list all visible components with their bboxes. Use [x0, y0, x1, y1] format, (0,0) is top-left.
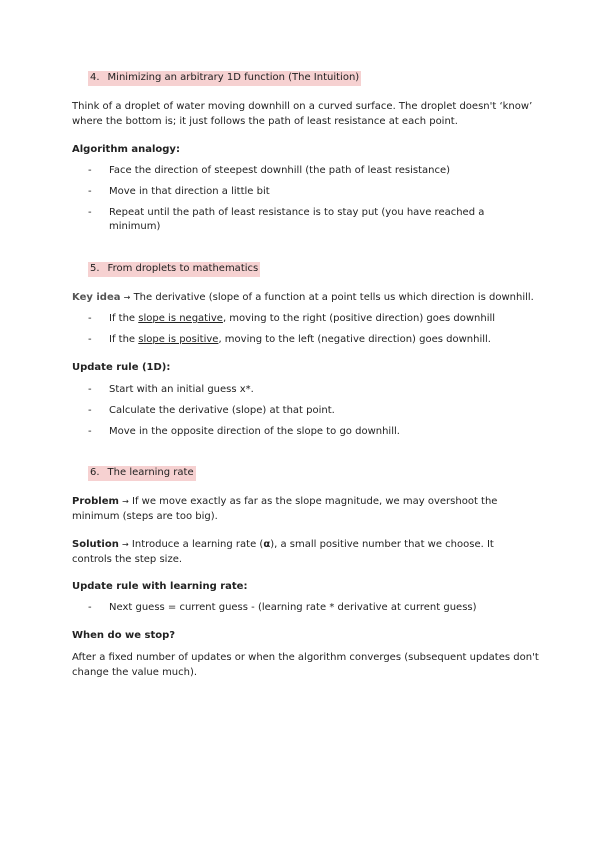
section-number: 4.	[90, 72, 100, 83]
arrow-icon: →	[123, 293, 131, 302]
list-item	[88, 333, 518, 347]
solution-paragraph	[72, 537, 502, 567]
section-5-heading	[88, 262, 260, 277]
solution-label: Solution	[72, 539, 119, 550]
bullet-dash: -	[88, 334, 92, 345]
update-rule-heading: Update rule (1D):	[72, 362, 171, 373]
key-idea	[72, 290, 552, 305]
lr-rule-heading: Update rule with learning rate:	[72, 581, 248, 592]
bullet-dash: -	[88, 313, 92, 324]
list-item	[88, 164, 518, 178]
list-item	[88, 206, 488, 234]
list-item-text: Next guess = current guess - (learning rate * derivative at current guess)	[109, 602, 477, 613]
list-item-text	[109, 312, 518, 326]
bullet-dash: -	[88, 207, 92, 218]
list-item	[88, 601, 518, 615]
section-4-intro: Think of a droplet of water moving downhill on a curved surface. The droplet doesn't ‘know’ where the bottom is; it just follows the path of least resistance at each point.	[72, 101, 533, 127]
solution-text-before: Introduce a learning rate (	[131, 539, 264, 550]
list-item-text: Move in the opposite direction of the slope to go downhill.	[109, 426, 400, 437]
underlined-phrase: slope is negative	[138, 313, 223, 324]
list-item	[88, 383, 518, 397]
bullet-dash: -	[88, 186, 92, 197]
list-item-text: Face the direction of steepest downhill (the path of least resistance)	[109, 165, 451, 176]
bullet-dash: -	[88, 602, 92, 613]
list-item-text	[109, 333, 518, 347]
list-item-text: Move in that direction a little bit	[109, 186, 270, 197]
bullet-dash: -	[88, 384, 92, 395]
list-item-text: Repeat until the path of least resistance is to stay put (you have reached a minimum)	[109, 207, 485, 232]
problem-text: If we move exactly as far as the slope magnitude, we may overshoot the minimum (steps are too big).	[72, 496, 498, 522]
list-item	[88, 404, 518, 418]
stop-paragraph: After a fixed number of updates or when the algorithm converges (subsequent updates don't change the value much).	[72, 652, 539, 678]
bullet-dash: -	[88, 426, 92, 437]
list-item	[88, 185, 518, 199]
text-suffix: , moving to the right (positive direction) goes downhill	[222, 313, 496, 324]
section-number: 5.	[90, 263, 100, 274]
alpha-symbol: α	[263, 539, 271, 550]
text-prefix: If the	[109, 334, 139, 345]
text-prefix: If the	[109, 313, 139, 324]
section-title: From droplets to mathematics	[107, 263, 259, 274]
problem-paragraph	[72, 494, 512, 524]
underlined-phrase: slope is positive	[138, 334, 219, 345]
list-item	[88, 425, 518, 439]
problem-label: Problem	[72, 496, 119, 507]
section-number: 6.	[90, 467, 100, 478]
arrow-icon: →	[122, 540, 129, 549]
arrow-icon: →	[122, 497, 129, 506]
list-item	[88, 312, 518, 326]
list-item-text: Calculate the derivative (slope) at that point.	[109, 405, 335, 416]
section-title: The learning rate	[107, 467, 194, 478]
analogy-heading: Algorithm analogy:	[72, 144, 180, 155]
bullet-dash: -	[88, 405, 92, 416]
section-title: Minimizing an arbitrary 1D function (The Intuition)	[107, 72, 360, 83]
key-idea-text: The derivative (slope of a function at a point tells us which direction is downhill.	[133, 292, 534, 303]
bullet-dash: -	[88, 165, 92, 176]
stop-heading: When do we stop?	[72, 630, 176, 641]
solution-text-after: ), a small positive number that we choose. It controls the step size.	[72, 539, 494, 565]
section-4-heading	[88, 71, 361, 86]
section-6-heading	[88, 466, 196, 481]
key-idea-label: Key idea	[72, 292, 121, 303]
text-suffix: , moving to the left (negative direction) goes downhill.	[218, 334, 491, 345]
list-item-text: Start with an initial guess x*.	[109, 384, 254, 395]
